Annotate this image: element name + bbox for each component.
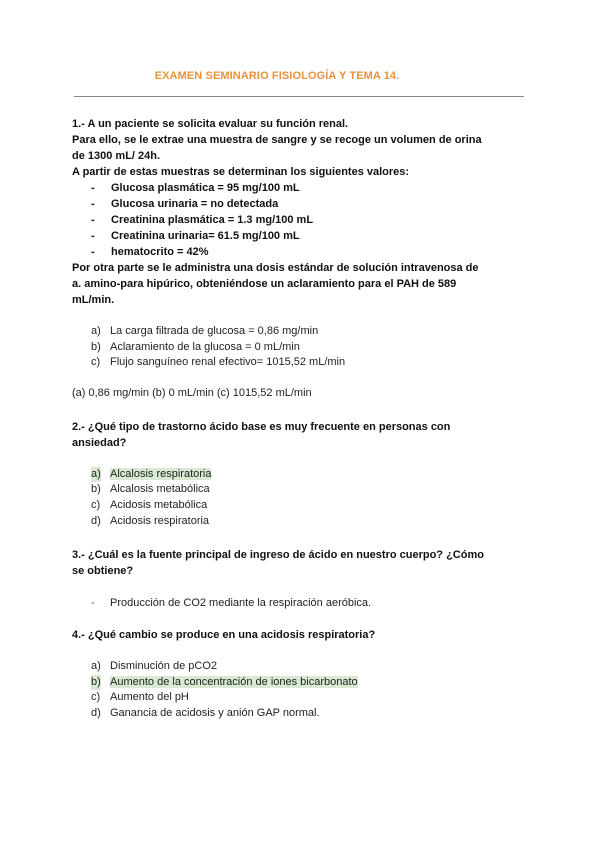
question-4-heading: 4.- ¿Qué cambio se produce en una acidosis respiratoria? (72, 629, 376, 642)
lab-value-item: - Creatinina urinaria= 61.5 mg/100 mL (91, 228, 532, 244)
option-item: a) La carga filtrada de glucosa = 0,86 mg/min (91, 325, 319, 337)
question-1 (72, 116, 532, 401)
question-4-options (72, 659, 532, 721)
option-item: b) Aclaramiento de la glucosa = 0 mL/min (91, 340, 300, 353)
lab-value-item: - Creatinina plasmática = 1.3 mg/100 mL (91, 212, 532, 228)
question-1-admin-line: Por otra parte se le administra una dosis estándar de solución intravenosa de (72, 262, 479, 274)
question-1-intro-line: de 1300 mL/ 24h. (72, 150, 161, 162)
question-1-intro-line: Para ello, se le extrae una muestra de sangre y se recoge un volumen de orina (72, 134, 482, 146)
lab-values-list (72, 180, 532, 260)
question-1-answer: (a) 0,86 mg/min (b) 0 mL/min (c) 1015,52 mL/min (72, 386, 312, 399)
question-3-heading: se obtiene? (72, 565, 134, 578)
question-3-answer-list (72, 595, 532, 611)
question-1-options (72, 324, 532, 371)
option-item: d) Acidosis respiratoria (91, 514, 210, 527)
question-2-heading: ansiedad? (72, 436, 127, 449)
question-3-answer: - Producción de CO2 mediante la respiración aeróbica. (91, 595, 532, 611)
question-2-options (72, 467, 532, 529)
title-divider (74, 96, 524, 97)
document-title: EXAMEN SEMINARIO FISIOLOGÍA Y TEMA 14. (154, 70, 400, 82)
lab-value-item: - Glucosa urinaria = no detectada (91, 196, 532, 212)
question-2 (72, 419, 532, 529)
option-item-highlighted: a) Alcalosis respiratoria (91, 467, 532, 483)
option-item: c) Aumento del pH (91, 691, 189, 704)
option-item: a) Disminución de pCO2 (91, 660, 217, 673)
question-1-admin-line: mL/min. (72, 294, 115, 306)
question-3-heading: 3.- ¿Cuál es la fuente principal de ingreso de ácido en nuestro cuerpo? ¿Cómo (72, 549, 484, 562)
question-1-intro-line: A partir de estas muestras se determinan los siguientes valores: (72, 166, 410, 178)
question-4 (72, 627, 532, 721)
lab-value-item: - Glucosa plasmática = 95 mg/100 mL (91, 180, 532, 196)
question-1-admin-line: a. amino-para hipúrico, obteniéndose un aclaramiento para el PAH de 589 (72, 278, 457, 290)
document-body (72, 116, 532, 722)
option-item: d) Ganancia de acidosis y anión GAP normal. (91, 706, 320, 719)
option-item: c) Acidosis metabólica (91, 498, 208, 511)
option-item-highlighted: b) Aumento de la concentración de iones bicarbonato (91, 675, 532, 691)
question-1-heading: 1.- A un paciente se solicita evaluar su función renal. (72, 118, 349, 130)
question-3 (72, 547, 532, 611)
option-item: b) Alcalosis metabólica (91, 483, 210, 496)
question-2-heading: 2.- ¿Qué tipo de trastorno ácido base es muy frecuente en personas con (72, 420, 451, 433)
lab-value-item: - hematocrito = 42% (91, 244, 532, 260)
option-item: c) Flujo sanguíneo renal efectivo= 1015,52 mL/min (91, 356, 346, 369)
